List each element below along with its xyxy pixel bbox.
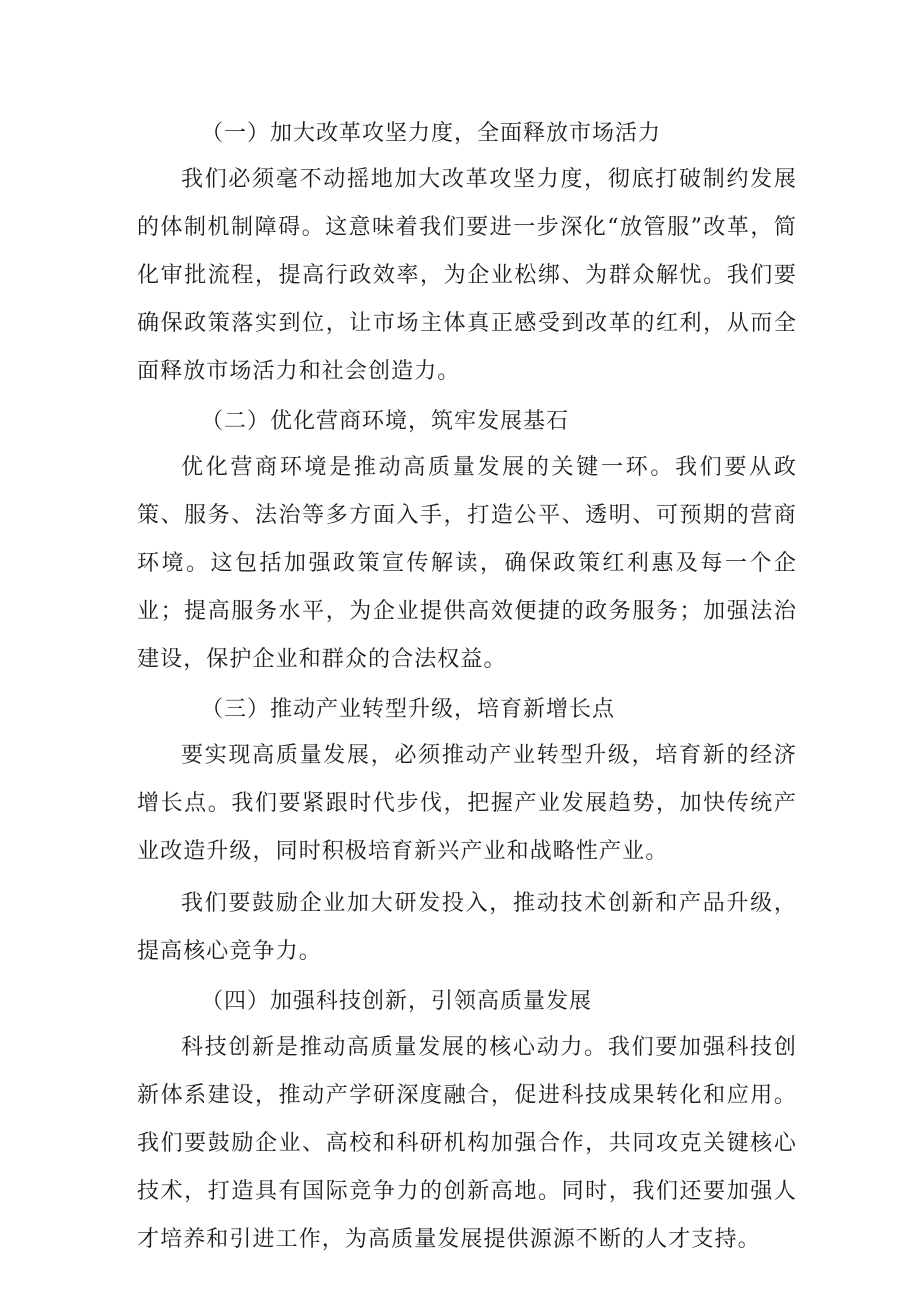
section-4-paragraph-1: 科技创新是推动高质量发展的核心动力。我们要加强科技创新体系建设，推动产学研深度融合，促进科技成果转化和应用。我们要鼓励企业、高校和科研机构加强合作，共同攻克关键核心技术，打造具有国际竞争力的创新高地。同时，我们还要加强人才培养和引进工作，为高质量发展提供源源不断的人才支持。 <box>137 1035 797 1252</box>
section-heading-4: （四）加强科技创新，引领高质量发展 <box>201 989 593 1014</box>
section-2-paragraph-1: 优化营商环境是推动高质量发展的关键一环。我们要从政策、服务、法治等多方面入手，打造公平、透明、可预期的营商环境。这包括加强政策宣传解读，确保政策红利惠及每一个企业；提高服务水平，为企业提供高效便捷的政务服务；加强法治建设，保护企业和群众的合法权益。 <box>137 455 797 672</box>
section-3-paragraph-2: 我们要鼓励企业加大研发投入，推动技术创新和产品升级，提高核心竞争力。 <box>137 891 797 964</box>
document-body <box>137 112 797 1264</box>
section-heading-3: （三）推动产业转型升级，培育新增长点 <box>201 697 616 722</box>
section-3-paragraph-1: 要实现高质量发展，必须推动产业转型升级，培育新的经济增长点。我们要紧跟时代步伐，把握产业发展趋势，加快传统产业改造升级，同时积极培育新兴产业和战略性产业。 <box>137 743 797 864</box>
section-1-paragraph-1: 我们必须毫不动摇地加大改革攻坚力度，彻底打破制约发展的体制机制障碍。这意味着我们要进一步深化“放管服”改革，简化审批流程，提高行政效率，为企业松绑、为群众解忧。我们要确保政策落实到位，让市场主体真正感受到改革的红利，从而全面释放市场活力和社会创造力。 <box>137 167 797 384</box>
section-heading-1: （一）加大改革攻坚力度，全面释放市场活力 <box>201 121 662 146</box>
section-heading-2: （二）优化营商环境，筑牢发展基石 <box>201 409 570 434</box>
